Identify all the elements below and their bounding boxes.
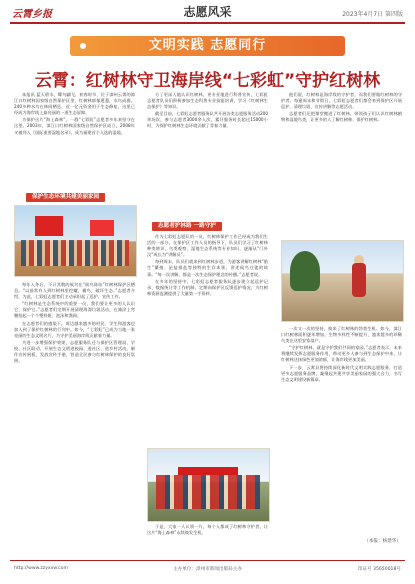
section-title: 志愿风采 [183, 5, 232, 19]
subheading-1: 保护生态环境共建美丽家园 [26, 193, 105, 202]
article-headline: 云霄：红树林守卫海岸线“七彩虹”守护红树林 [34, 71, 381, 91]
paragraph: 为保护这片“海上森林”，一群“七彩虹”志愿者多年来坚守在这里。2003年，漳江口红树林国家级自然保护区成立，2008年又被列入《国际重要湿地名录》，成为福建首个入选的湿地。 [14, 117, 135, 135]
paragraph: 每到周末，队员们就来到红树林步道，为游客讲解红树林“胎生”繁殖、泌盐排盐等独特的生存本领，讲述候鸟迁徙的故事。“每一次讲解，都是一次生态保护理念的传播。”志愿者说。 [147, 259, 268, 277]
paragraph: 方了更深入地认识红树林，更专业地进行科普宣传，七彩虹志愿者队员们积极参加生态科普专业技能培训，学习《红树林生态保护》等知识。 [147, 92, 268, 110]
paragraph: 在多年的坚持中，七彩虹志愿者服务队逐步建立起巡护记录、数据统计等工作机制，定期向保护区反馈巡护情况，为红树林资源监测提供了大量第一手资料。 [147, 278, 268, 296]
paragraph: 截至目前，七彩虹志愿者服务队共开展各类志愿服务活动200余场次，参与志愿者3000余人次，累计服务时长超过15000小时，为保护红树林生态环境贡献了青春力量。 [147, 111, 268, 129]
paragraph: 每年入冬后，不计其数的候鸟在“候鸟驿站”红树林保护区栖息。“以前常有人到红树林里挖螺、捕鸟，破坏生态。”志愿者介绍，为此，七彩虹志愿者们主动承担起了巡护、宣传工作。 [14, 282, 135, 300]
article-column-3-lower [281, 326, 402, 524]
volunteer-portrait-photo [281, 240, 404, 322]
article-column-2-lower [147, 234, 268, 442]
paragraph: 在志愿者们的感染下，周边越来越多的村民、学生和游客也加入到了保护红树林的行列中。如今，“七彩虹”已成为当地一张亮丽的生态文明名片，为守护美丽海岸线贡献着力量。 [14, 320, 135, 338]
article-column-1 [14, 92, 135, 187]
paragraph: 一次又一次的坚持，换来了红树林的勃勃生机。如今，漳江口红树林面积逐年增加，生物多样性不断提升，越来越多的珍稀鸟类在这里安家落户。 [281, 326, 402, 344]
group-of-people [156, 475, 260, 509]
flag-image [90, 220, 114, 236]
volunteer-group-photo [14, 205, 137, 277]
group-of-people [21, 240, 129, 266]
article-column-3 [281, 92, 402, 232]
footer-divider [10, 560, 405, 561]
paragraph: 本报讯 蓝天碧水、鹭鸟翩飞，初春时节，位于漳州云霄的漳江口红树林国家级自然保护区里，红树林郁郁葱葱，水鸟成群。240多种水鸟在林间栖息，近一亿元资金用于生态修复，这里已经成为海岸线上最亮丽的一道生态屏障。 [14, 92, 135, 116]
article-column-1-lower [14, 282, 135, 525]
article-column-2-end [147, 524, 268, 548]
page-footer [0, 560, 415, 584]
footer-website: http://www.zzyxxw.com [14, 566, 68, 571]
volunteer-team-photo [147, 448, 270, 522]
tree-image [290, 251, 320, 291]
page-header [0, 0, 415, 28]
paragraph: 于是，大家一人认领一片，每个人都成了红树林守护者，让这片“海上森林”永续焕发生机。 [147, 524, 268, 536]
paragraph: “红树林是生态系统中的重要一员，我们要让更多的人认识它、保护它。”志愿者们定期开展清理海漂垃圾活动，在滩涂上弯腰拾起一个个塑料瓶、泡沫和渔网。 [14, 301, 135, 319]
article-column-2 [147, 92, 268, 207]
subheading-2: 志愿者护林路 一路守护 [152, 222, 222, 231]
paragraph: 下一步，云霄县将持续深化新时代文明实践志愿服务，打造更多志愿服务品牌，凝聚起共建共享美丽家园的强大合力，书写生态文明建设新篇章。 [281, 364, 402, 382]
person-image [352, 263, 366, 297]
paragraph: 志愿者们还把课堂搬进了红树林，带领孩子们认识红树林植物和湿地鸟类，让更多的人了解红树林、保护红树林。 [281, 111, 402, 123]
banner-text: 文明实践 志愿同行 [148, 38, 267, 53]
footer-license: 印证号 35650018号 [357, 567, 401, 572]
team-banner-image [178, 467, 238, 475]
issue-date: 2023年4月7日 第四版 [342, 11, 403, 18]
paragraph: 为进一步增强保护效果，志愿服务队还与保护区管理局、学校、社区联动，开展生态文明进校园、进社区、进乡村活动，制作宣传展板，发放宣传手册，营造全民参与红树林保护的良好氛围。 [14, 339, 135, 364]
footer-publisher: 主办单位：漳州市新闻出版局主办 [173, 567, 242, 572]
author-credit: （本报：杨建华） [364, 539, 401, 544]
paragraph: 作为七彩虹志愿队的一员，红树林保护工作已经成为我们生活的一部分。在保护区工作人员的指导下，队员们学习了红树林种类辨识、鸟类观察、湿地生态系统等专业知识，逐渐从“门外汉”成长为“讲解员”。 [147, 234, 268, 258]
header-divider [10, 22, 405, 24]
topic-banner [70, 36, 345, 56]
flag-image [35, 216, 63, 236]
paragraph: 他们说，红树林是海岸线的守护者，而我们要做红树林的守护者。每逢周末和节假日，七彩虹志愿者们都会来到保护区开展巡护、清理垃圾、宣传讲解等志愿活动。 [281, 92, 402, 110]
paragraph: “守护红树林，就是守护我们共同的家园。”志愿者表示，未来将继续发挥志愿服务作用，带动更多人参与到生态保护中来，让红树林这抹绿色更加浓郁，让海岸线更加美丽。 [281, 345, 402, 363]
masthead: 云霄乡报 [12, 9, 52, 20]
